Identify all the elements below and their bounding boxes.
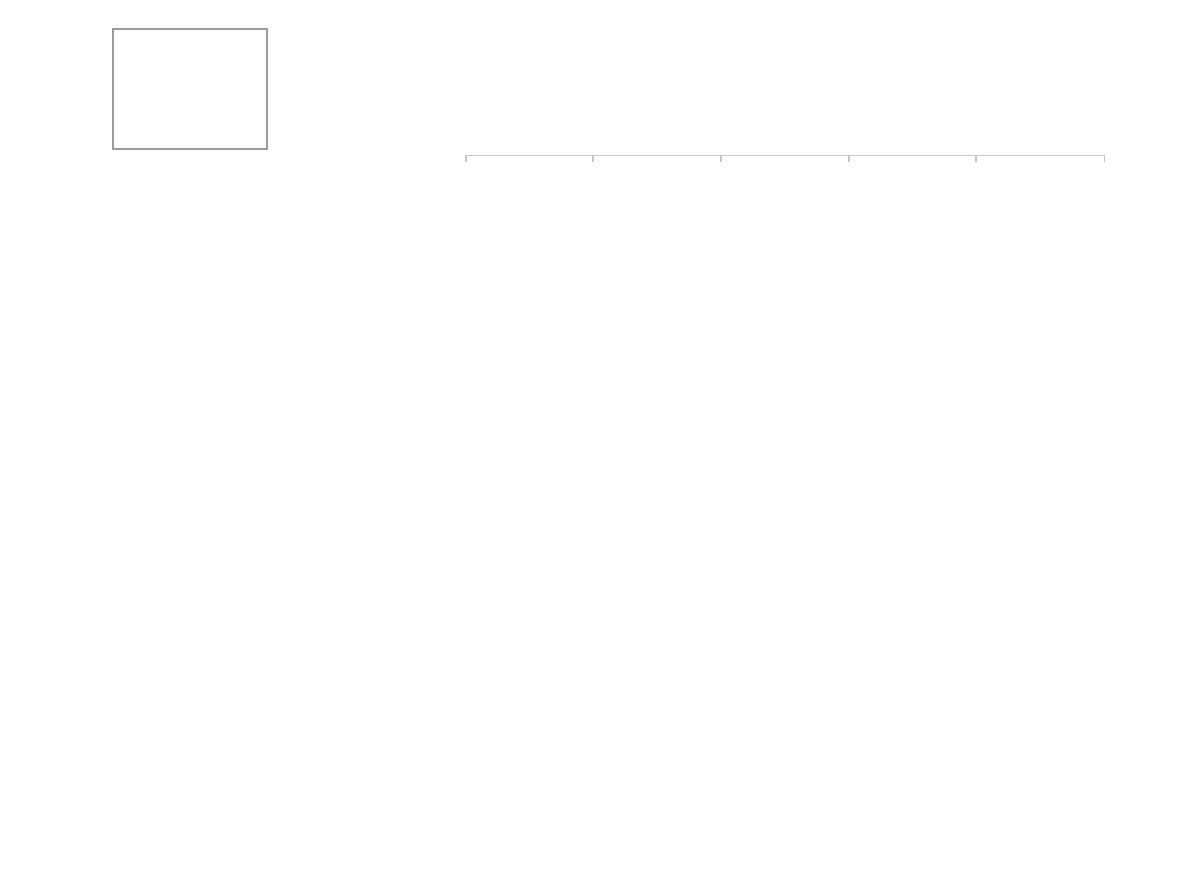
diff-legend-item (124, 106, 266, 128)
series-legend (455, 92, 1105, 101)
diff-legend-item (124, 84, 266, 106)
series2-swatch (749, 92, 758, 101)
plus5-swatch (124, 66, 162, 81)
legend-item-mattaku (845, 92, 859, 101)
legend-item-amari (797, 92, 811, 101)
diff-legend-item (124, 62, 266, 84)
minus5-swatch (124, 88, 162, 103)
diff-legend-item (124, 40, 266, 62)
series3-swatch (797, 92, 806, 101)
legend-item-yaya (749, 92, 763, 101)
x-axis-line (465, 155, 1105, 156)
minus10-swatch (124, 110, 162, 125)
legend-item-totemo (701, 92, 715, 101)
plus10-swatch (124, 44, 162, 59)
series1-swatch (701, 92, 710, 101)
diff-legend-box (112, 28, 268, 150)
series4-swatch (845, 92, 854, 101)
